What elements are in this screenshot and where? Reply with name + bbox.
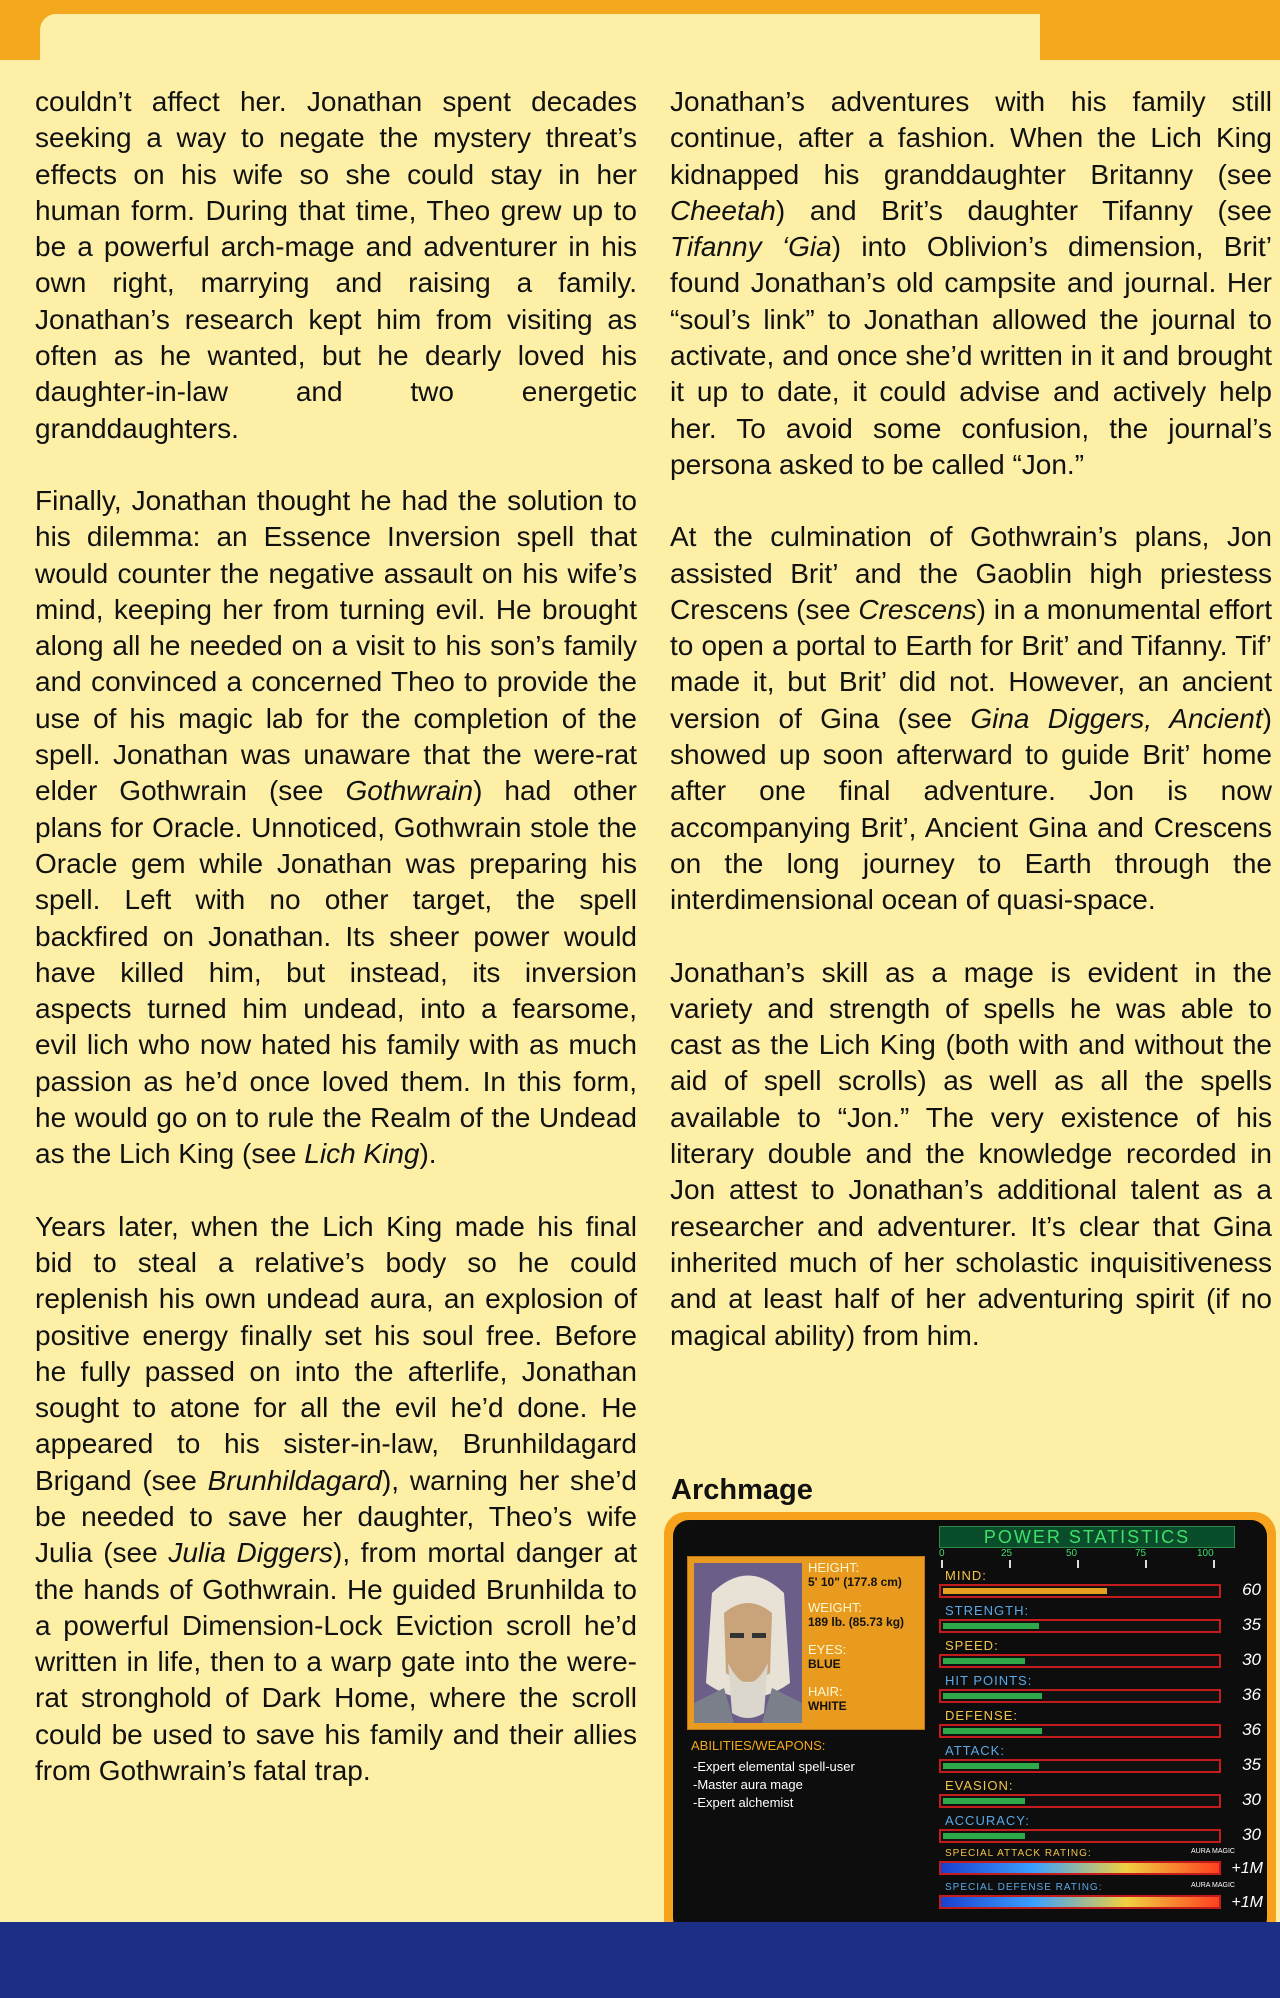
special-attack-bar — [939, 1861, 1221, 1875]
stat-fill — [943, 1588, 1107, 1594]
ability-item: -Master aura mage — [693, 1777, 803, 1792]
special-attack-rating — [939, 1848, 1263, 1882]
stat-accuracy — [939, 1813, 1259, 1847]
stat-label: EVASION: — [945, 1778, 1014, 1793]
special-attack-value: +1M — [1231, 1860, 1263, 1877]
special-defense-rating — [939, 1882, 1263, 1916]
special-defense-bar — [939, 1895, 1221, 1909]
hair-label: HAIR: — [808, 1684, 843, 1699]
scale-tick — [1009, 1560, 1011, 1568]
stat-value: 35 — [1242, 1755, 1261, 1774]
stat-value: 30 — [1242, 1790, 1261, 1809]
scale-tick — [1077, 1560, 1079, 1568]
paragraph: couldn’t affect her. Jonathan spent decades seeking a way to negate the mystery threat’s effects on his wife so she could stay in her human form. During that time, Theo grew up to be a powerful arch-mage and adventurer in his own right, marrying and raising a family. Jonathan’s research kept him from visiting as often as he wanted, but he dearly loved his daughter-in-law and two energetic granddaughters. — [35, 86, 637, 444]
stat-value: 36 — [1242, 1720, 1261, 1739]
portrait-illustration — [694, 1563, 802, 1723]
weight-label: WEIGHT: — [808, 1600, 863, 1615]
stat-panel — [664, 1512, 1276, 1942]
stat-fill — [943, 1833, 1025, 1839]
scale-label: 100 — [1197, 1548, 1214, 1559]
stat-speed — [939, 1638, 1259, 1672]
scale-label: 75 — [1135, 1548, 1147, 1559]
stat-fill — [943, 1798, 1025, 1804]
paragraph: Finally, Jonathan thought he had the solution to his dilemma: an Essence Inversion spell that would counter the negative assault on his wife’s mind, keeping her from turning evil. He brought along all he needed on a visit to his son’s family and convinced a concerned Theo to provide the use of his magic lab for the completion of the spell. Jonathan was unaware that the were-rat elder Gothwrain (see Gothwrain) had other plans for Oracle. Unnoticed, Gothwrain stole the Oracle gem while Jonathan was preparing his spell. Left with no other target, the spell backfired on Jonathan. Its sheer power would have killed him, but instead, its inversion aspects turned him undead, into a fearsome, evil lich who now hated his family with as much passion as he’d once loved them. In this form, he would go on to rule the Realm of the Undead as the Lich King (see Lich King). — [35, 484, 638, 1170]
stat-fill — [943, 1728, 1042, 1734]
stat-label: ACCURACY: — [945, 1813, 1030, 1828]
stat-fill — [943, 1623, 1039, 1629]
abilities-list — [693, 1758, 855, 1812]
scale-label: 50 — [1066, 1548, 1078, 1559]
stat-label: STRENGTH: — [945, 1603, 1030, 1618]
special-defense-tag: AURA MAGIC — [1191, 1882, 1235, 1889]
stat-fill — [943, 1693, 1042, 1699]
paragraph: Jonathan’s skill as a mage is evident in the variety and strength of spells he was able to cast as the Lich King (both with and without the aid of spell scrolls) as well as all the spells available to “Jon.” The very existence of his literary double and the knowledge recorded in Jon attest to Jonathan’s additional talent as a researcher and adventurer. It’s clear that Gina inherited much of her scholastic inquisitiveness and at least half of her adventuring spirit (if no magical ability) from him. — [670, 956, 1272, 1351]
left-column — [35, 84, 637, 1825]
scale-label: 0 — [939, 1548, 945, 1559]
power-statistics-title: POWER STATISTICS — [939, 1526, 1235, 1548]
special-defense-label: SPECIAL DEFENSE RATING: — [945, 1882, 1103, 1893]
stat-value: 30 — [1242, 1825, 1261, 1844]
stat-hit-points — [939, 1673, 1259, 1707]
stat-value: 36 — [1242, 1685, 1261, 1704]
scale-tick — [1213, 1560, 1215, 1568]
special-attack-label: SPECIAL ATTACK RATING: — [945, 1848, 1092, 1859]
paragraph: Jonathan’s adventures with his family still continue, after a fashion. When the Lich King kidnapped his granddaughter Britanny (see Cheetah) and Brit’s daughter Tifanny (see Tifanny ‘Gia) into Oblivion’s dimension, Brit’ found Jonathan’s old campsite and journal. Her “soul’s link” to Jonathan allowed the journal to activate, and once she’d written in it and brought it up to date, it could advise and actively help her. To avoid some confusion, the journal’s persona asked to be called “Jon.” — [670, 86, 1272, 480]
stat-fill — [943, 1763, 1039, 1769]
stat-bar — [939, 1689, 1221, 1703]
stat-label: MIND: — [945, 1568, 987, 1583]
special-defense-value: +1M — [1231, 1894, 1263, 1911]
ability-item: -Expert alchemist — [693, 1795, 794, 1810]
stat-label: HIT POINTS: — [945, 1673, 1033, 1688]
info-box — [687, 1556, 925, 1730]
stat-panel-inner — [673, 1520, 1267, 1934]
height-label: HEIGHT: — [808, 1560, 860, 1575]
eyes-value: BLUE — [808, 1657, 841, 1671]
stat-label: SPEED: — [945, 1638, 999, 1653]
stat-bar — [939, 1829, 1221, 1843]
stat-mind — [939, 1568, 1259, 1602]
stat-bar — [939, 1759, 1221, 1773]
stat-bar — [939, 1584, 1221, 1598]
stat-value: 30 — [1242, 1650, 1261, 1669]
stat-bar — [939, 1724, 1221, 1738]
scale-tick — [941, 1560, 943, 1568]
hair-value: WHITE — [808, 1699, 847, 1713]
stat-evasion — [939, 1778, 1259, 1812]
weight-value: 189 lb. (85.73 kg) — [808, 1615, 905, 1629]
ability-item: -Expert elemental spell-user — [693, 1759, 855, 1774]
stat-label: DEFENSE: — [945, 1708, 1019, 1723]
stat-attack — [939, 1743, 1259, 1777]
portrait — [694, 1563, 802, 1723]
stat-bar — [939, 1654, 1221, 1668]
special-attack-tag: AURA MAGIC — [1191, 1848, 1235, 1855]
paragraph: Years later, when the Lich King made his final bid to steal a relative’s body so he could replenish his own undead aura, an explosion of positive energy finally set his soul free. Before he fully passed on into the afterlife, Jonathan sought to atone for all the evil he’d done. He appeared to his sister-in-law, Brunhildagard Brigand (see Brunhildagard), warning her she’d be needed to save her daughter, Theo’s wife Julia (see Julia Diggers), from mortal danger at the hands of Gothwrain. He guided Brunhilda to a powerful Dimension-Lock Eviction scroll he’d written in life, then to a warp gate into the were-rat stronghold of Dark Home, where the scroll could be used to save his family and their allies from Gothwrain’s fatal trap. — [35, 1210, 637, 1787]
eyes-label: EYES: — [808, 1642, 847, 1657]
stat-defense — [939, 1708, 1259, 1742]
page-tab — [40, 14, 1040, 74]
scale-label: 25 — [1001, 1548, 1013, 1559]
bottom-banner — [0, 1922, 1280, 1998]
stat-label: ATTACK: — [945, 1743, 1005, 1758]
stat-value: 60 — [1242, 1580, 1261, 1599]
stat-fill — [943, 1658, 1025, 1664]
right-column — [670, 84, 1272, 1390]
stat-bar — [939, 1619, 1221, 1633]
stat-strength — [939, 1603, 1259, 1637]
stat-value: 35 — [1242, 1615, 1261, 1634]
abilities-label: ABILITIES/WEAPONS: — [691, 1738, 826, 1753]
stat-bar — [939, 1794, 1221, 1808]
power-statistics — [935, 1524, 1265, 1930]
scale-tick — [1145, 1560, 1147, 1568]
paragraph: At the culmination of Gothwrain’s plans, Jon assisted Brit’ and the Gaoblin high priestess Crescens (see Crescens) in a monumental effort to open a portal to Earth for Brit’ and Tifanny. Tif’ made it, but Brit’ did not. However, an ancient version of Gina (see Gina Diggers, Ancient) showed up soon afterward to guide Brit’ home after one final adventure. Jon is now accompanying Brit’, Ancient Gina and Crescens on the long journey to Earth through the interdimensional ocean of quasi-space. — [670, 521, 1272, 916]
stat-heading: Archmage — [671, 1474, 813, 1506]
height-value: 5' 10" (177.8 cm) — [808, 1575, 902, 1589]
